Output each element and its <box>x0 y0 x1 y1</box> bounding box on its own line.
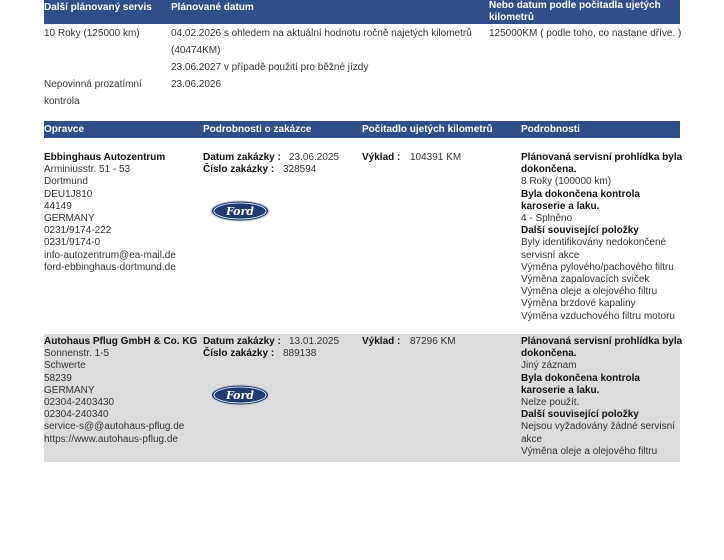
svg-text:Ford: Ford <box>225 205 255 218</box>
odometer-label: Výklad : <box>362 336 401 347</box>
plan-service: Nepovinná prozatímní kontrola <box>44 79 142 107</box>
plan-date-line: 23.06.2027 v případě použití pro běžné jízdy <box>171 62 369 73</box>
dealer-address-line: Dortmund <box>44 176 88 188</box>
order-details <box>203 152 362 232</box>
order-date: 13.01.2025 <box>289 336 340 347</box>
dealer-address-line: 0231/9174-222 <box>44 225 112 237</box>
order-number: 889138 <box>283 348 317 360</box>
detail-item: 8 Roky (100000 km) <box>521 176 612 188</box>
dealer-address-line: 0231/9174-0 <box>44 237 101 249</box>
detail-item: Jiný záznam <box>521 360 577 372</box>
history-table-header <box>44 121 680 138</box>
order-date-row <box>203 152 362 164</box>
dealer-info <box>44 152 203 274</box>
dealer-name: Ebbinghaus Autozentrum <box>44 152 166 163</box>
odometer <box>362 336 521 348</box>
dealer-address-line: Schwerte <box>44 360 86 372</box>
service-details <box>521 336 685 458</box>
dealer-address-line: Sonnenstr. 1-5 <box>44 348 110 360</box>
history-table <box>44 146 684 462</box>
order-number-label: Číslo zakázky : <box>203 348 275 360</box>
history-row <box>44 146 683 334</box>
history-header-dealer: Opravce <box>44 124 85 135</box>
dealer-name: Autohaus Pflug GmbH & Co. KG <box>44 336 198 347</box>
order-date-label: Datum zakázky : <box>203 152 281 163</box>
plan-service: 10 Roky (125000 km) <box>44 28 140 39</box>
plan-header-service: Další plánovaný servis <box>44 2 152 13</box>
dealer-address-line[interactable]: https://www.autohaus-pflug.de <box>44 433 178 445</box>
dealer-address-line: GERMANY <box>44 213 95 225</box>
order-number-row <box>203 348 362 360</box>
plan-header-km: Nebo datum podle počitadla ujetých kilometrů <box>489 0 661 23</box>
dealer-address-line[interactable]: service-s@@autohaus-pflug.de <box>44 421 185 433</box>
detail-heading: Plánovaná servisní prohlídka byla dokončena. <box>521 336 683 360</box>
detail-item: Výměna oleje a olejového filtru <box>521 286 658 298</box>
order-number-row <box>203 164 362 176</box>
detail-item: 4 - Splněno <box>521 213 573 225</box>
dealer-address-line: Arminiusstr. 51 - 53 <box>44 164 131 176</box>
detail-item: Výměna brzdové kapaliny <box>521 298 636 310</box>
order-number: 328594 <box>283 164 317 176</box>
odometer <box>362 152 521 164</box>
detail-heading: Byla dokončena kontrola karoserie a laku. <box>521 372 640 396</box>
detail-item: Byly identifikovány nedokončené servisní akce <box>521 237 667 261</box>
detail-item: Výměna zapalovacích sviček <box>521 274 650 286</box>
dealer-address-line: 02304-2403430 <box>44 397 115 409</box>
dealer-address-line: GERMANY <box>44 384 95 396</box>
history-row <box>44 334 683 462</box>
ford-logo <box>210 200 270 222</box>
detail-heading: Další související položky <box>521 225 639 237</box>
order-date: 23.06.2025 <box>289 152 340 163</box>
dealer-address-line: 58239 <box>44 372 72 384</box>
odometer-label: Výklad : <box>362 152 401 163</box>
plan-date-line: 23.06.2026 <box>171 79 222 90</box>
odometer-value: 87296 KM <box>410 336 456 347</box>
service-details <box>521 152 685 323</box>
detail-item: Výměna oleje a olejového filtru <box>521 445 658 457</box>
plan-header-date: Plánované datum <box>171 2 254 13</box>
order-details <box>203 336 362 416</box>
dealer-address-line: 02304-240340 <box>44 409 109 421</box>
history-header-order: Podrobnosti o zakázce <box>203 124 312 135</box>
order-date-label: Datum zakázky : <box>203 336 281 347</box>
ford-logo <box>210 384 270 406</box>
detail-item: Nelze použít. <box>521 397 580 409</box>
dealer-address-line: DEU1J810 <box>44 188 93 200</box>
odometer-value: 104391 KM <box>410 152 462 163</box>
plan-date-line: (40474KM) <box>171 45 221 56</box>
plan-date-line: 04.02.2026 s ohledem na aktuální hodnotu ročně najetých kilometrů <box>171 28 472 39</box>
detail-item: Nejsou vyžadovány žádné servisní akce <box>521 421 675 445</box>
detail-item: Výměna vzduchového filtru motoru <box>521 310 675 322</box>
dealer-address-line[interactable]: ford-ebbinghaus-dortmund.de <box>44 261 176 273</box>
plan-table-header <box>44 0 680 24</box>
detail-heading: Další související položky <box>521 409 639 421</box>
detail-heading: Plánovaná servisní prohlídka byla dokončena. <box>521 152 683 176</box>
dealer-info <box>44 336 203 446</box>
order-date-row <box>203 336 362 348</box>
dealer-address-line: 44149 <box>44 200 72 212</box>
detail-item: Výměna pylového/pachového filtru <box>521 261 674 273</box>
svg-text:Ford: Ford <box>225 389 255 402</box>
plan-km: 125000KM ( podle toho, co nastane dříve. ) <box>489 28 682 39</box>
dealer-address-line[interactable]: info-autozentrum@ea-mail.de <box>44 249 176 261</box>
history-header-odometer: Počitadlo ujetých kilometrů <box>362 124 493 135</box>
order-number-label: Číslo zakázky : <box>203 164 275 176</box>
detail-heading: Byla dokončena kontrola karoserie a laku. <box>521 188 640 212</box>
history-header-details: Podrobnosti <box>521 124 580 135</box>
